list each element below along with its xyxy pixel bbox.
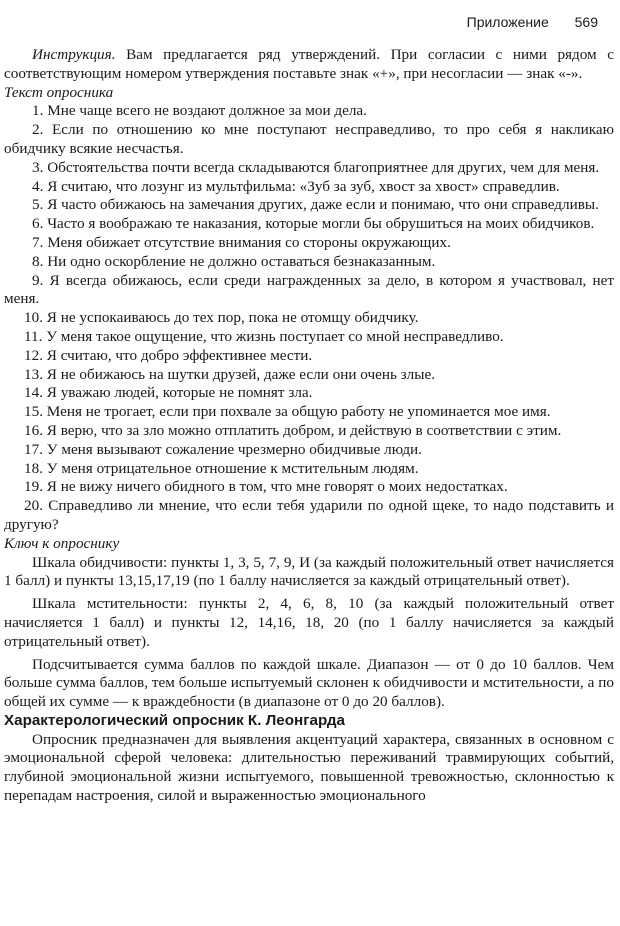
questionnaire-item: 20. Справедливо ли мнение, что если тебя ударили по одной щеке, то надо подставить и другую?: [4, 497, 614, 533]
page-number: 569: [574, 14, 598, 30]
questionnaire-item: 5. Я часто обижаюсь на замечания других, даже если и понимаю, что они справедливы.: [32, 196, 599, 214]
instruction-paragraph: [4, 46, 614, 84]
questionnaire-item: 16. Я верю, что за зло можно отплатить добром, и действую в соответствии с этим.: [24, 421, 562, 439]
page-body: [4, 46, 614, 806]
questionnaire-item: 10. Я не успокаиваюсь до тех пор, пока не отомщу обидчику.: [24, 309, 419, 327]
questionnaire-item: 2. Если по отношению ко мне поступают несправедливо, то про себя я накликаю обидчику всякие несчастья.: [4, 121, 614, 157]
running-header: [467, 14, 598, 30]
questionnaire-item: 7. Меня обижает отсутствие внимания со стороны окружающих.: [32, 233, 451, 251]
questionnaire-item: 3. Обстоятельства почти всегда складываются благоприятнее для других, чем для меня.: [32, 158, 600, 176]
questionnaire-item: 19. Я не вижу ничего обидного в том, что мне говорят о моих недостатках.: [24, 478, 508, 496]
instruction-text: Вам предлагается ряд утверждений. При согласии с ними рядом с соответствующим номером утверждения поставьте знак «+», при несогласии — знак «-».: [4, 46, 614, 82]
questionnaire-item: 11. У меня такое ощущение, что жизнь поступает со мной несправедливо.: [24, 327, 504, 345]
section-title: Приложение: [466, 14, 549, 30]
questionnaire-item: 14. Я уважаю людей, которые не помнят зла.: [24, 384, 313, 402]
questionnaire-item: 6. Часто я воображаю те наказания, которые могли бы обрушиться на моих обидчиков.: [32, 215, 595, 233]
questionnaire-item: 15. Меня не трогает, если при похвале за общую работу не упоминается мое имя.: [24, 403, 551, 421]
questionnaire-item: 12. Я считаю, что добро эффективнее мести.: [24, 346, 313, 364]
questionnaire-item: 13. Я не обижаюсь на шутки друзей, даже если они очень злые.: [24, 365, 435, 383]
questionnaire-item: 18. У меня отрицательное отношение к мстительным людям.: [24, 459, 419, 477]
instruction-lead: Инструкция.: [32, 46, 116, 63]
key-paragraph: Шкала обидчивости: пункты 1, 3, 5, 7, 9, И (за каждый положительный ответ начисляется 1 балл) и пункты 13,15,17,19 (по 1 баллу начисляется за каждый отрицательный ответ).: [4, 553, 614, 590]
questionnaire-item: 17. У меня вызывают сожаление чрезмерно обидчивые люди.: [24, 440, 422, 458]
questionnaire-item: 4. Я считаю, что лозунг из мультфильма: «Зуб за зуб, хвост за хвост» справедлив.: [32, 177, 560, 195]
description-paragraph: Опросник предназначен для выявления акцентуаций характера, связанных в основном с эмоциональной сферой человека: длительностью переживаний травмирующих событий, глубиной эмоциональной жизни испытуемого, повышенной тревожностью, склонностью к перепадам настроения, силой и выраженностью эмоционального: [4, 730, 614, 805]
questionnaire-title: Текст опросника: [4, 83, 114, 101]
questionnaire-item: 9. Я всегда обижаюсь, если среди награжденных за дело, в котором я участвовал, нет меня.: [4, 271, 614, 308]
questionnaire-item: 1. Мне чаще всего не воздают должное за мои дела.: [32, 102, 367, 120]
key-paragraph: Подсчитывается сумма баллов по каждой шкале. Диапазон — от 0 до 10 баллов. Чем больше сумма баллов, тем больше испытуемый склонен к обидчивости и мстительности, а по общей их сумме — к враждебности (в диапазоне от 0 до 20 баллов).: [4, 655, 614, 711]
key-paragraph: Шкала мстительности: пункты 2, 4, 6, 8, 10 (за каждый положительный ответ начисляется 1 балл) и пункты 12, 14,16, 18, 20 (по 1 баллу начисляется за каждый отрицательный ответ).: [4, 595, 614, 650]
section-heading: Характерологический опросник К. Леонгарда: [4, 711, 345, 729]
questionnaire-item: 8. Ни одно оскорбление не должно оставаться безнаказанным.: [32, 252, 436, 270]
key-title: Ключ к опроснику: [4, 534, 120, 552]
